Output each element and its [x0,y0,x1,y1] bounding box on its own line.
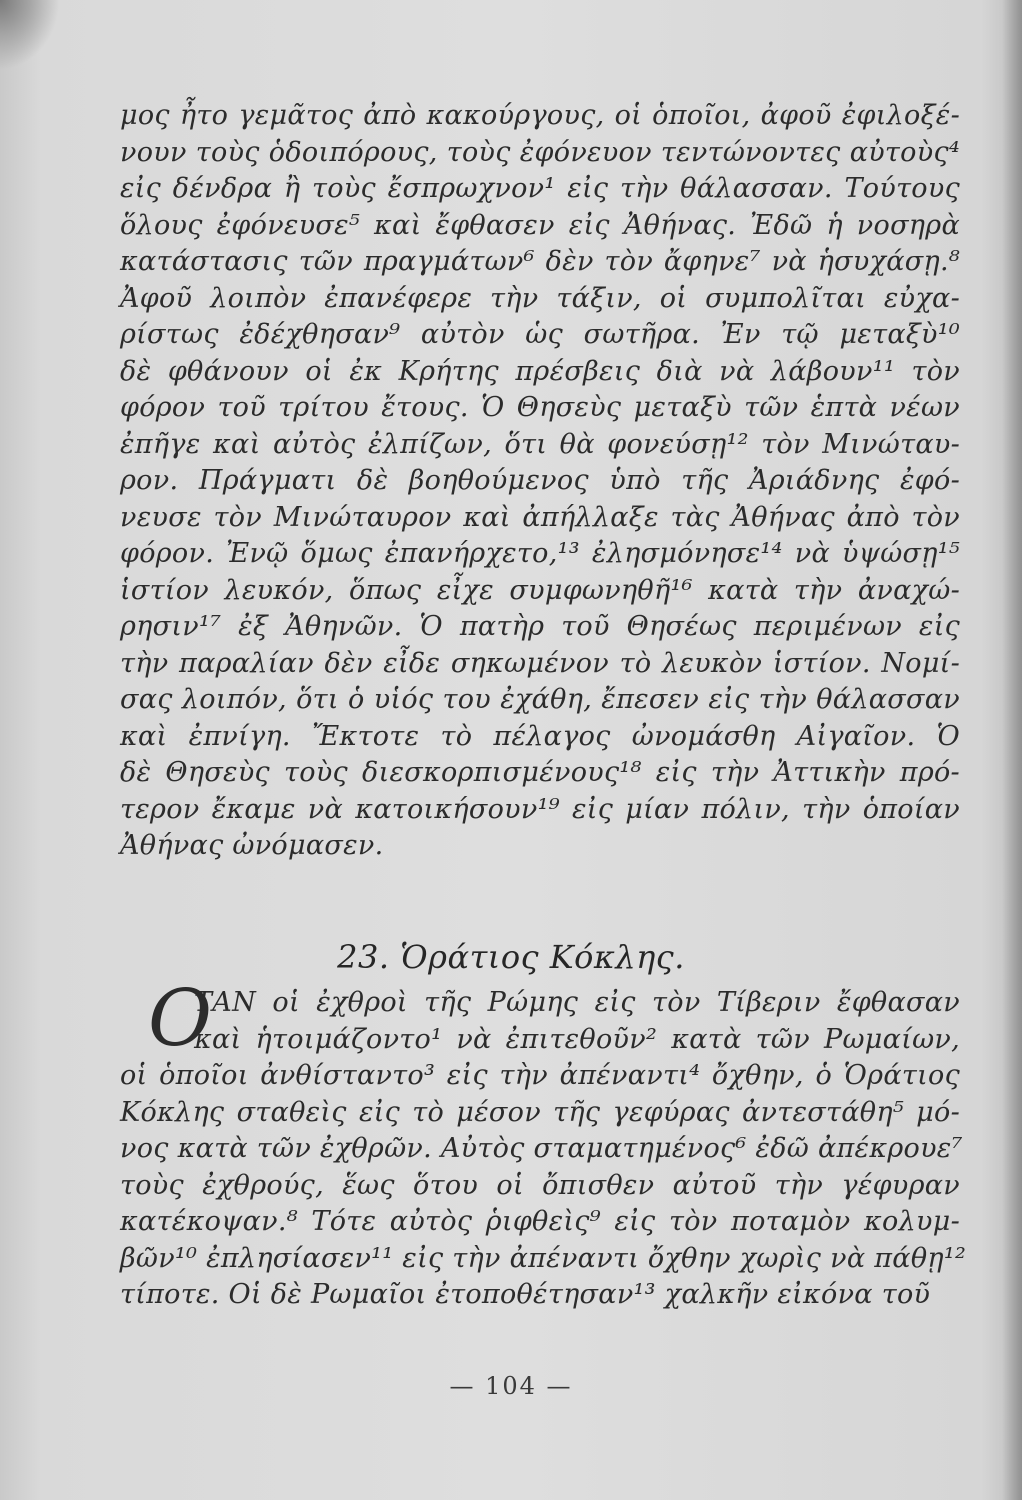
text-line: τερον ἔκαμε νὰ κατοικήσουν¹⁹ εἰς μίαν πόλιν, τὴν ὁποίαν [120,793,960,825]
text-line: εἰς δένδρα ἢ τοὺς ἔσπρωχνον¹ εἰς τὴν θάλασσαν. Τούτους [120,173,960,204]
text-line: βῶν¹⁰ ἐπλησίασεν¹¹ εἰς τὴν ἀπέναντι ὄχθην χωρὶς νὰ πάθῃ¹² [120,1242,967,1274]
text-line: ἱστίον λευκόν, ὅπως εἶχε συμφωνηθῆ¹⁶ κατὰ τὴν ἀναχώ- [120,574,960,606]
text-line: Κόκλης σταθεὶς εἰς τὸ μέσον τῆς γεφύρας ἀντεστάθη⁵ μό- [120,1096,960,1128]
text-line: καὶ ἐπνίγη. Ἔκτοτε τὸ πέλαγος ὠνομάσθη Αἰγαῖον. Ὁ [120,720,960,752]
text-line: τίποτε. Οἱ δὲ Ρωμαῖοι ἐτοποθέτησαν¹³ χαλκῆν εἰκόνα τοῦ [120,1279,931,1310]
text-line: νουν τοὺς ὁδοιπόρους, τοὺς ἐφόνευον τεντώνοντες αὐτοὺς⁴ [120,136,960,168]
text-line: νος κατὰ τῶν ἐχθρῶν. Αὐτὸς σταματημένος⁶ ἐδῶ ἀπέκρουε⁷ [120,1133,963,1164]
text-line: τὴν παραλίαν δὲν εἶδε σηκωμένον τὸ λευκὸν ἱστίον. Νομί- [120,647,960,679]
text-line: δὲ φθάνουν οἱ ἐκ Κρήτης πρέσβεις διὰ νὰ λάβουν¹¹ τὸν [120,355,960,387]
text-line: τοὺς ἐχθρούς, ἕως ὅτου οἱ ὄπισθεν αὐτοῦ τὴν γέφυραν [120,1169,960,1201]
text-line: κατέκοψαν.⁸ Τότε αὐτὸς ῥιφθεὶς⁹ εἰς τὸν ποταμὸν κολυμ- [120,1206,960,1237]
text-line: νευσε τὸν Μινώταυρον καὶ ἀπήλλαξε τὰς Ἀθήνας ἀπὸ τὸν [120,501,960,533]
text-line: μος ἦτο γεμᾶτος ἀπὸ κακούργους, οἱ ὁποῖοι, ἀφοῦ ἐφιλοξέ- [120,100,960,131]
text-line: ρον. Πράγματι δὲ βοηθούμενος ὑπὸ τῆς Ἀριάδνης ἐφό- [120,465,960,496]
text-line: σας λοιπόν, ὅτι ὁ υἱός του ἐχάθη, ἔπεσεν εἰς τὴν θάλασσαν [120,684,960,715]
body-text-bottom [120,985,967,1314]
text-line: Ἀθήνας ὠνόμασεν. [120,830,384,861]
text-line: δὲ Θησεὺς τοὺς διεσκορπισμένους¹⁸ εἰς τὴν Ἀττικὴν πρό- [120,757,960,788]
drop-cap: Ο [148,974,212,1064]
text-line: καὶ ἡτοιμάζοντο¹ νὰ ἐπιτεθοῦν² κατὰ τῶν Ρωμαίων, [194,1023,960,1055]
text-line: οἱ ὁποῖοι ἀνθίσταντο³ εἰς τὴν ἀπέναντι⁴ ὄχθην, ὁ Ὁράτιος [120,1060,960,1091]
section-heading: 23. Ὁράτιος Κόκλης. [337,938,685,976]
text-line: ΤΑΝ οἱ ἐχθροὶ τῆς Ρώμης εἰς τὸν Τίβεριν ἔφθασαν [194,987,960,1018]
text-line: ρίστως ἐδέχθησαν⁹ αὐτὸν ὡς σωτῆρα. Ἐν τῷ μεταξὺ¹⁰ [120,319,960,350]
text-line: φόρον. Ἐνῷ ὅμως ἐπανήρχετο,¹³ ἐλησμόνησε¹⁴ νὰ ὑψώσῃ¹⁵ [120,538,960,569]
text-line: φόρον τοῦ τρίτου ἔτους. Ὁ Θησεὺς μεταξὺ τῶν ἑπτὰ νέων [120,392,960,423]
page-number: — 104 — [449,1372,573,1400]
text-line: ὅλους ἐφόνευσε⁵ καὶ ἔφθασεν εἰς Ἀθήνας. Ἐδῶ ἡ νοσηρὰ [120,209,960,241]
text-line: ἐπῆγε καὶ αὐτὸς ἐλπίζων, ὅτι θὰ φονεύσῃ¹² τὸν Μινώταυ- [120,428,960,460]
text-line: ρησιν¹⁷ ἐξ Ἀθηνῶν. Ὁ πατὴρ τοῦ Θησέως περιμένων εἰς [120,611,960,642]
body-text-top [120,98,960,865]
text-line: κατάστασις τῶν πραγμάτων⁶ δὲν τὸν ἄφηνε⁷ νὰ ἡσυχάσῃ.⁸ [120,246,960,277]
text-line: Ἀφοῦ λοιπὸν ἐπανέφερε τὴν τάξιν, οἱ συμπολῖται εὐχα- [120,282,960,314]
